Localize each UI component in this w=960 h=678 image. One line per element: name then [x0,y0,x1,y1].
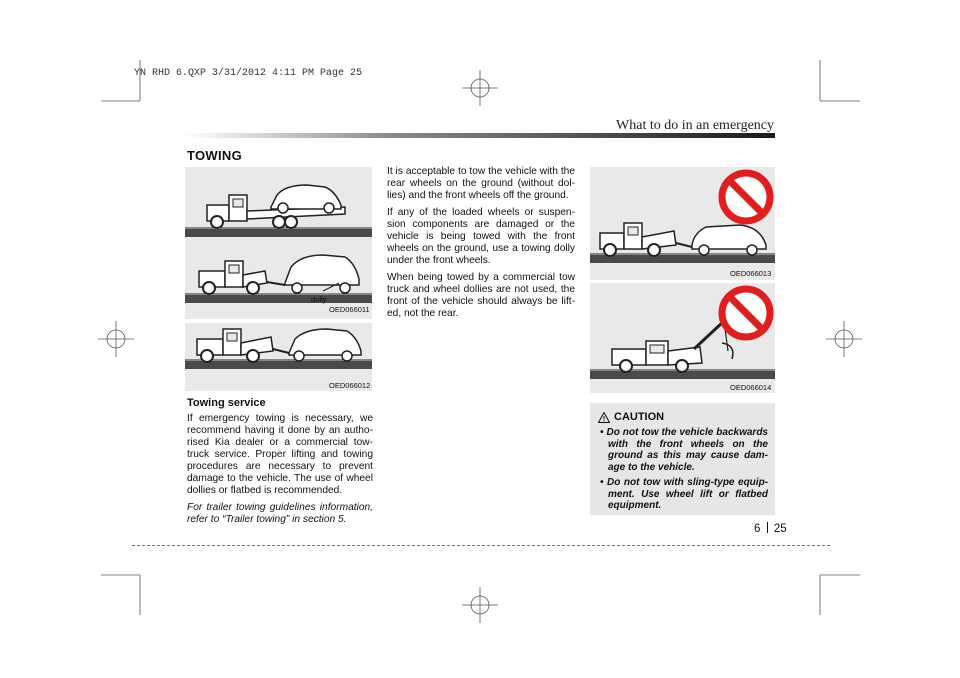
registration-mark-icon [824,319,864,359]
caution-title: CAUTION [614,411,665,423]
caution-item: • Do not tow the vehicle backwards with the front wheels on the ground as this may cause dam-age to the vehicle. [600,427,768,473]
figure-wheel-lift [185,323,372,391]
towing-service-paragraph: If emergency towing is necessary, we recommend having it done by an autho-rised Kia dealer or a commercial tow-truck service. Proper lifting and towing procedures are necessary to prevent damage to the vehicle. The use of wheel dollies or flatbed is recommended. [187,413,373,496]
figure-flatbed-and-dolly [185,167,372,319]
section-title: TOWING [187,148,242,163]
section-number: 6 [754,523,761,535]
prohibition-sign-icon [722,289,770,337]
dolly-label: dolly [311,295,327,304]
footer-rule [132,545,830,546]
prohibition-sign-icon [722,173,770,221]
middle-paragraph-1: It is acceptable to tow the vehicle with the rear wheels on the ground (without dol-lies) and the front wheels off the ground. [387,166,575,201]
caution-box [590,403,775,515]
middle-paragraph-3: When being towed by a commercial tow truck and wheel dollies are not used, the front of the vehicle should always be lift-ed, not the rear. [387,272,575,319]
caution-item: • Do not tow with sling-type equip-ment. Use wheel lift or flatbed equipment. [600,477,769,511]
warning-triangle-icon [598,412,610,423]
figure-label-oed066011: OED066011 [329,305,370,314]
registration-mark-icon [460,68,500,108]
towing-service-heading: Towing service [187,397,266,409]
page-number [754,522,787,535]
trailer-towing-note: For trailer towing guidelines information, refer to “Trailer towing” in section 5. [187,502,373,525]
chapter-title: What to do in an emergency [616,118,774,133]
figure-label-oed066013: OED066013 [730,269,772,278]
figure-prohibited-sling-tow [590,283,775,393]
figure-prohibited-backward-tow [590,167,775,280]
page-number-value: 25 [773,523,787,535]
middle-column-text [387,166,575,325]
figure-label-oed066012: OED066012 [329,381,371,390]
header-rule [185,133,775,138]
middle-paragraph-2: If any of the loaded wheels or suspen-sion components are damaged or the vehicle is being towed with the front wheels on the ground, use a towing dolly under the front wheels. [387,207,575,266]
print-slug: YN RHD 6.QXP 3/31/2012 4:11 PM Page 25 [134,68,363,79]
registration-mark-icon [96,319,136,359]
figure-label-oed066014: OED066014 [730,383,772,392]
caution-list [600,427,768,516]
towing-service-text [187,413,373,531]
registration-mark-icon [460,585,500,625]
